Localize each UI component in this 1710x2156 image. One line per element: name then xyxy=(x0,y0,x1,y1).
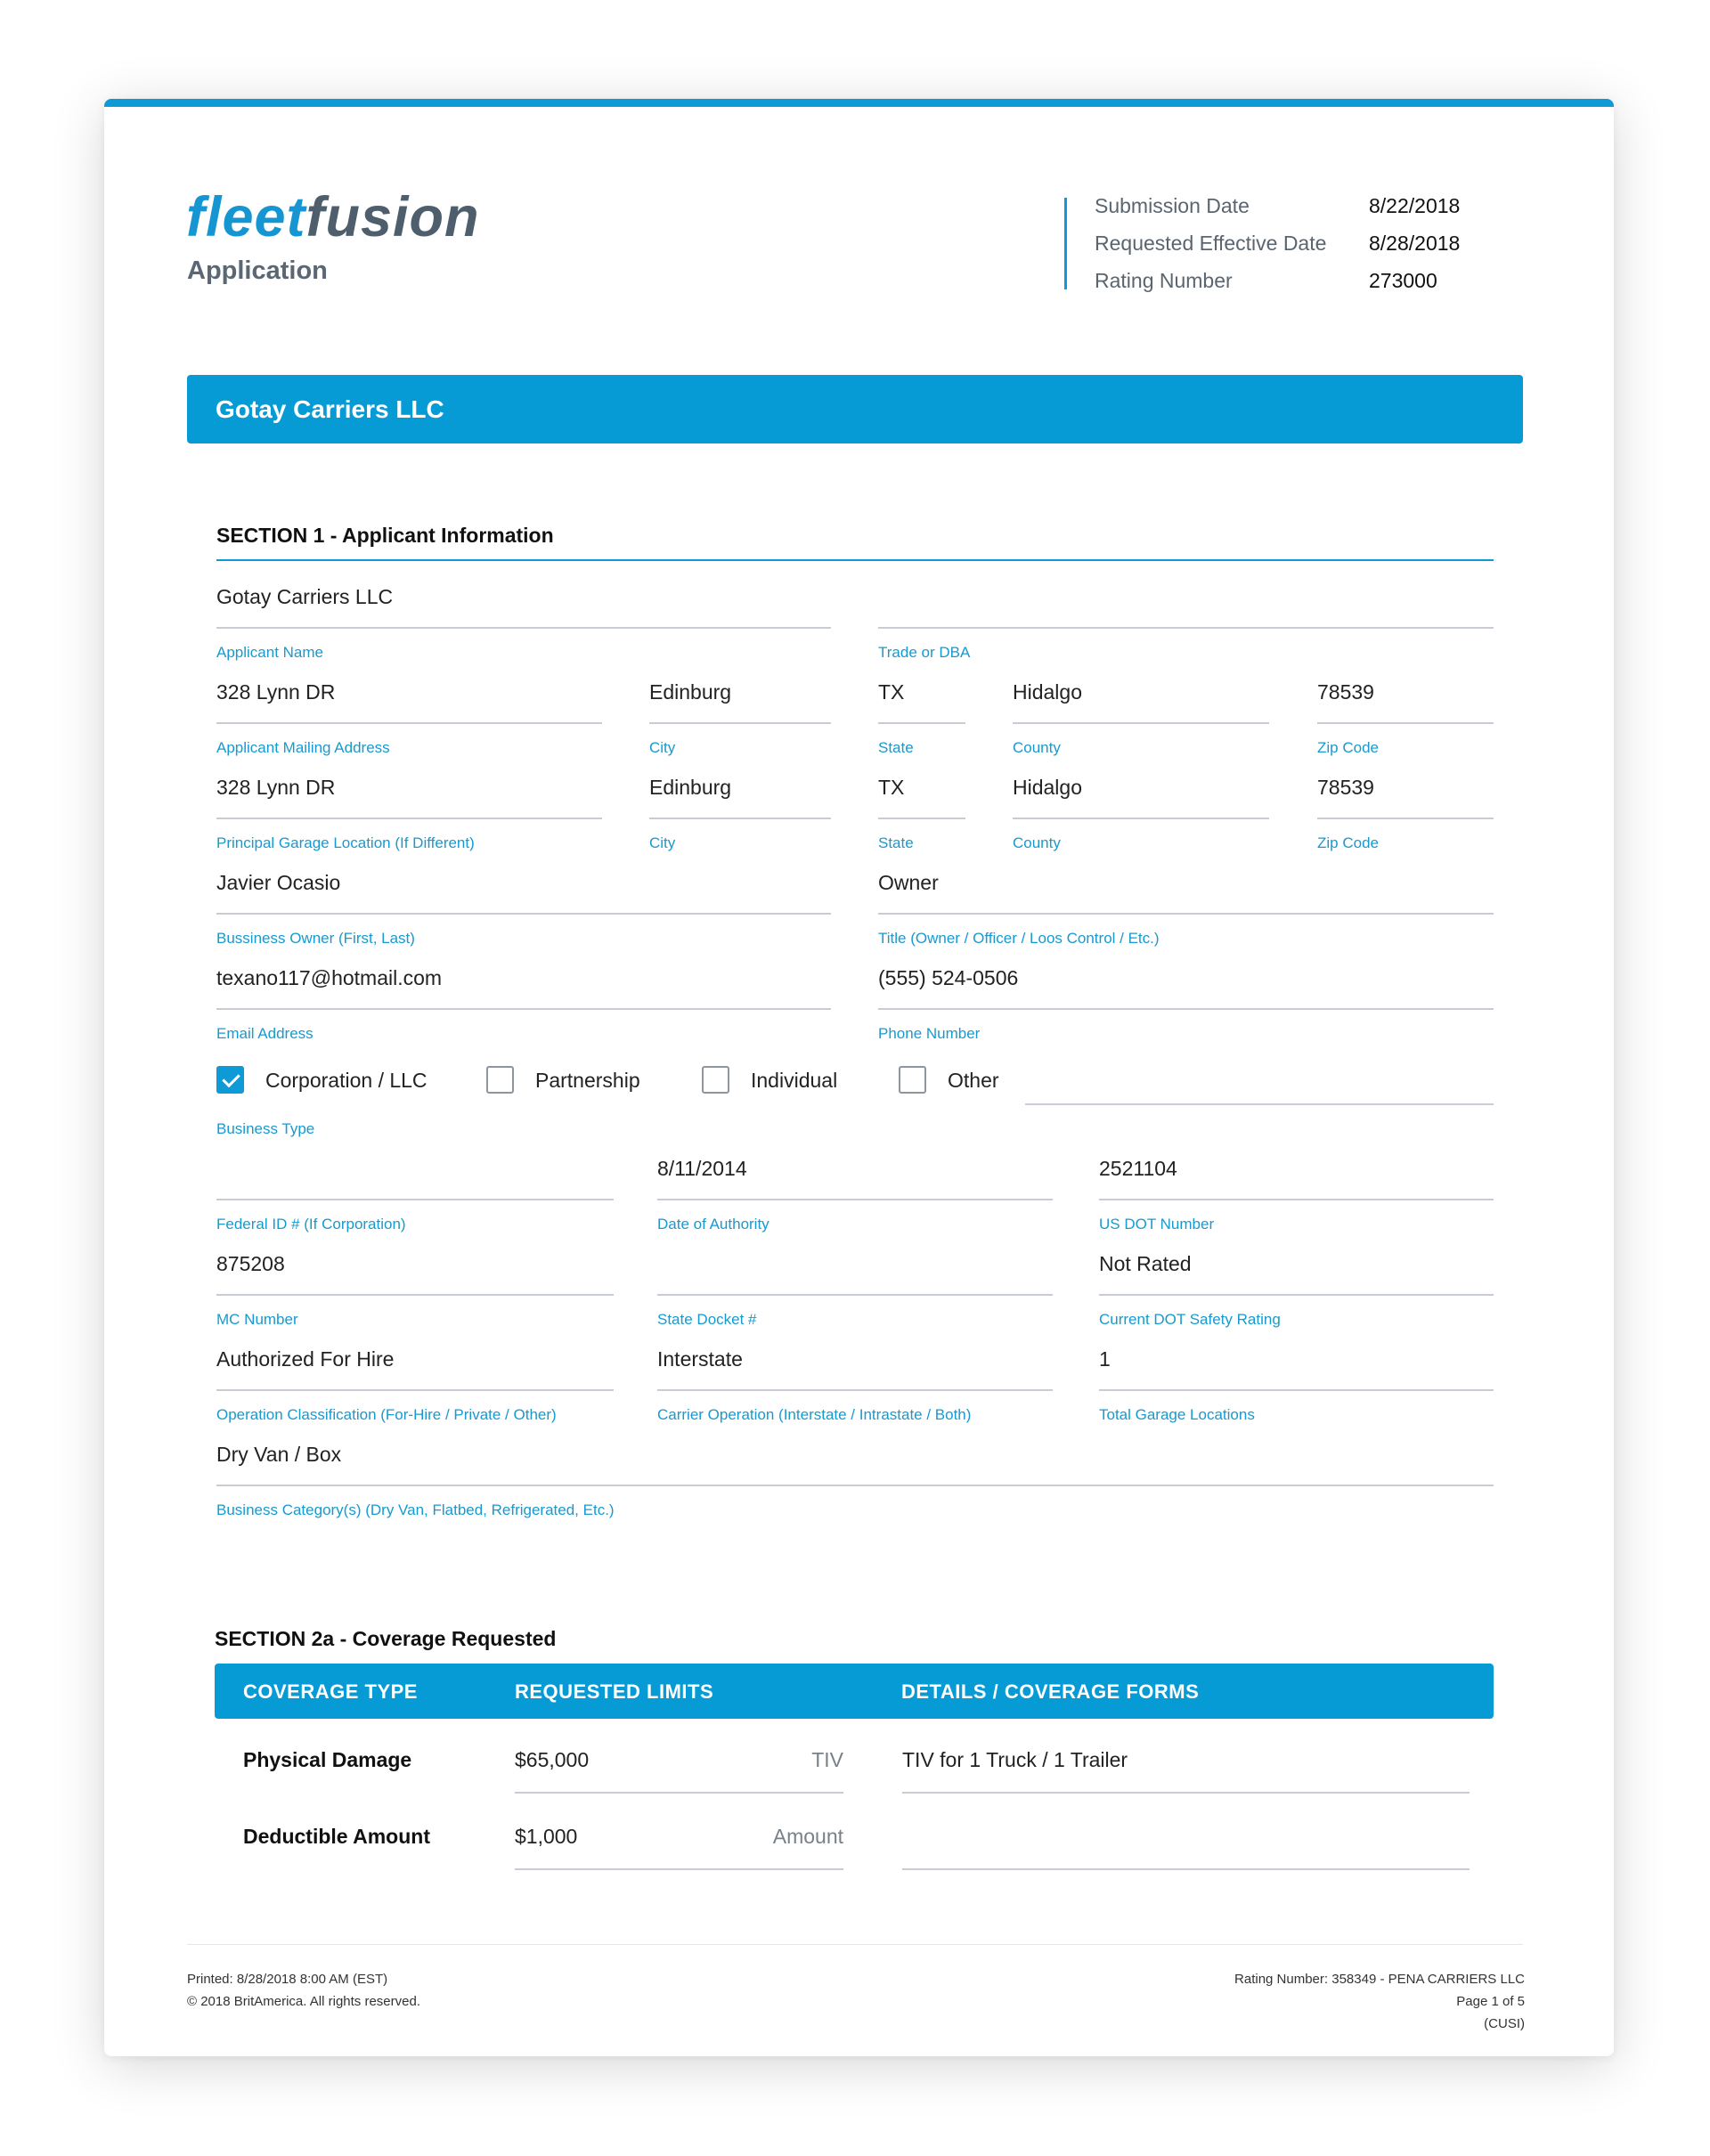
meta-effective-date: Requested Effective Date 8/28/2018 xyxy=(1095,232,1461,255)
section2a-title: SECTION 2a - Coverage Requested xyxy=(215,1627,557,1650)
header-details: DETAILS / COVERAGE FORMS xyxy=(901,1680,1200,1703)
section1-rule xyxy=(216,559,1494,561)
checkbox-unchecked-icon[interactable] xyxy=(899,1066,926,1094)
details-underline xyxy=(902,1868,1470,1870)
checkbox-unchecked-icon[interactable] xyxy=(702,1066,729,1094)
footer-left xyxy=(187,1968,420,2013)
document-type: Application xyxy=(187,256,328,285)
limit-physical-damage[interactable]: $65,000 xyxy=(515,1748,590,1771)
limit-underline xyxy=(515,1792,843,1794)
meta-divider xyxy=(1064,198,1067,289)
checkbox-checked-icon[interactable] xyxy=(216,1066,244,1094)
business-type-label: Business Type xyxy=(216,1120,315,1137)
header-coverage-type: COVERAGE TYPE xyxy=(243,1680,418,1703)
footer-right xyxy=(1234,1968,1525,2035)
unit-deductible: Amount xyxy=(772,1825,843,1848)
limit-deductible[interactable]: $1,000 xyxy=(515,1825,578,1848)
footer-rating-number: Rating Number: 358349 - PENA CARRIERS LLC xyxy=(1234,1972,1525,1987)
footer-divider xyxy=(187,1944,1523,1945)
page-number: Page 1 of 5 xyxy=(1456,1994,1525,2009)
coverage-type-deductible: Deductible Amount xyxy=(243,1825,430,1848)
footer-code: (CUSI) xyxy=(1484,2016,1525,2031)
header-requested-limits: REQUESTED LIMITS xyxy=(515,1680,714,1703)
copyright: © 2018 BritAmerica. All rights reserved. xyxy=(187,1994,420,2009)
meta-rating-number: Rating Number 273000 xyxy=(1095,269,1437,292)
details-underline xyxy=(902,1792,1470,1794)
printed-timestamp: Printed: 8/28/2018 8:00 AM (EST) xyxy=(187,1972,388,1987)
unit-physical-damage: TIV xyxy=(811,1748,843,1771)
section1-title: SECTION 1 - Applicant Information xyxy=(216,524,554,547)
company-banner: Gotay Carriers LLC xyxy=(187,375,1523,443)
meta-submission-date: Submission Date 8/22/2018 xyxy=(1095,194,1461,217)
coverage-type-physical-damage: Physical Damage xyxy=(243,1748,412,1771)
application-sheet: fleetfusion Application Submission Date 8/22/2018 Requested Effective Date 8/28/2018 Rating Number 273000 Gotay Carriers LLC SECTION 1 - Applicant Information Gotay Carriers LLC Applicant Name Trade or DBA 328 Lynn DR Applicant Mailing Address Edinburg City TX State Hidalgo County 78539 Zip Code 328 Lynn DR Principal Garage Location (If Different) Edinburg City TX State Hidalgo County 78539 Zip Code Javier Ocasio Bussiness Owner (First, Last) Owner Title (Owner / Officer / Loos Control / Etc.) texano117@hotmail.com Email Address (555) 524-0506 Phone Number Corporation / LLC Partnership Individual Other Business Type Federal ID # (If Corporation) 8/11/2014 Date of Authority 2521104 US DOT Number 875208 MC Number State Docket # Not Rated Current DOT Safety Rating Authorized For Hire Operation Classification (For-Hire / Private / Other) Interstate Carrier Operation (Interstate / Intrastate / Both) 1 Total Garage Locations Dry Van / Box Business Category(s) (Dry Van, Flatbed, Refrigerated, Etc.) SECTION 2a - Coverage Requested COVERAGE TYPE REQUESTED LIMITS DETAILS / COVERAGE FORMS Physical Damage $65,000 TIV TIV for 1 Truck / 1 Trailer Deductible Amount $1,000 Amount Printed: 8/28/2018 8:00 AM (EST) © 2018 BritAmerica. All rights reserved. Rating Number: 358349 - PENA CARRIERS LLC Page 1 of 5 (CUSI) xyxy=(104,99,1614,2056)
coverage-table-header xyxy=(215,1664,1494,1719)
checkbox-unchecked-icon[interactable] xyxy=(486,1066,514,1094)
details-physical-damage[interactable]: TIV for 1 Truck / 1 Trailer xyxy=(902,1748,1128,1771)
limit-underline xyxy=(515,1868,843,1870)
fleetfusion-logo: fleetfusion xyxy=(186,186,480,248)
